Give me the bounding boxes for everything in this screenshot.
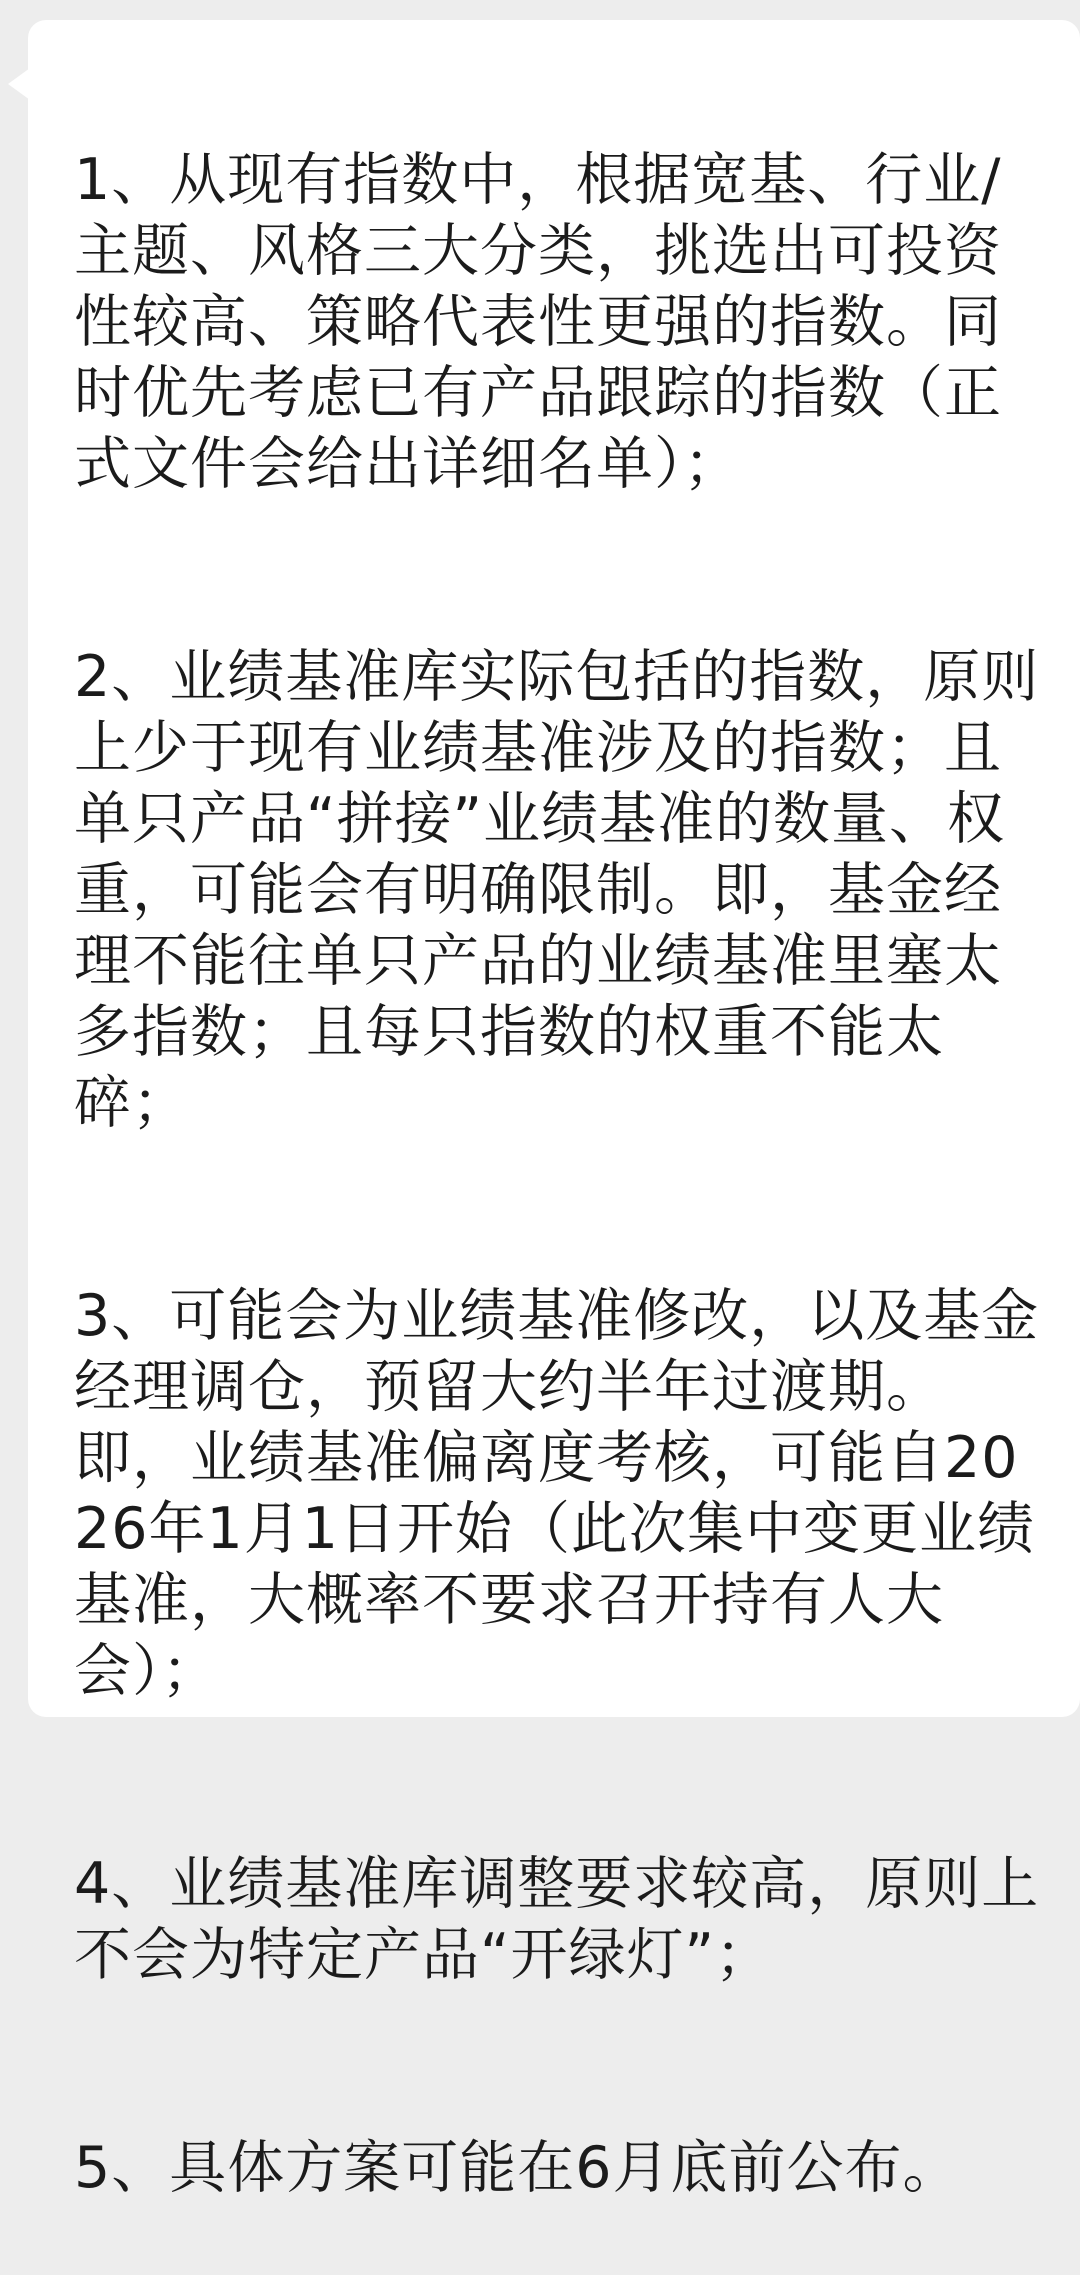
message-paragraph-2: 2、业绩基准库实际包括的指数，原则上少于现有业绩基准涉及的指数；且单只产品“拼接”业绩基准的数量、权重，可能会有明确限制。即，基金经理不能往单只产品的业绩基准里塞太多指数；且每只指数的权重不能太碎； [74,644,1040,1136]
message-paragraph-3: 3、可能会为业绩基准修改，以及基金经理调仓，预留大约半年过渡期。即，业绩基准偏离度考核，可能自2026年1月1日开始（此次集中变更业绩基准，大概率不要求召开持有人大会）； [74,1283,1040,1704]
message-paragraph-1: 1、从现有指数中，根据宽基、行业/主题、风格三大分类，挑选出可投资性较高、策略代表性更强的指数。同时优先考虑已有产品跟踪的指数（正式文件会给出详细名单）； [74,147,1002,497]
message-bubble[interactable] [28,20,1080,2201]
message-paragraph-4: 4、业绩基准库调整要求较高，原则上不会为特定产品“开绿灯”； [74,1851,1040,1988]
message-paragraph-5: 5、具体方案可能在6月底前公布。 [74,2135,961,2201]
message-bubble-tail [8,68,30,100]
message-text [74,74,1040,2275]
